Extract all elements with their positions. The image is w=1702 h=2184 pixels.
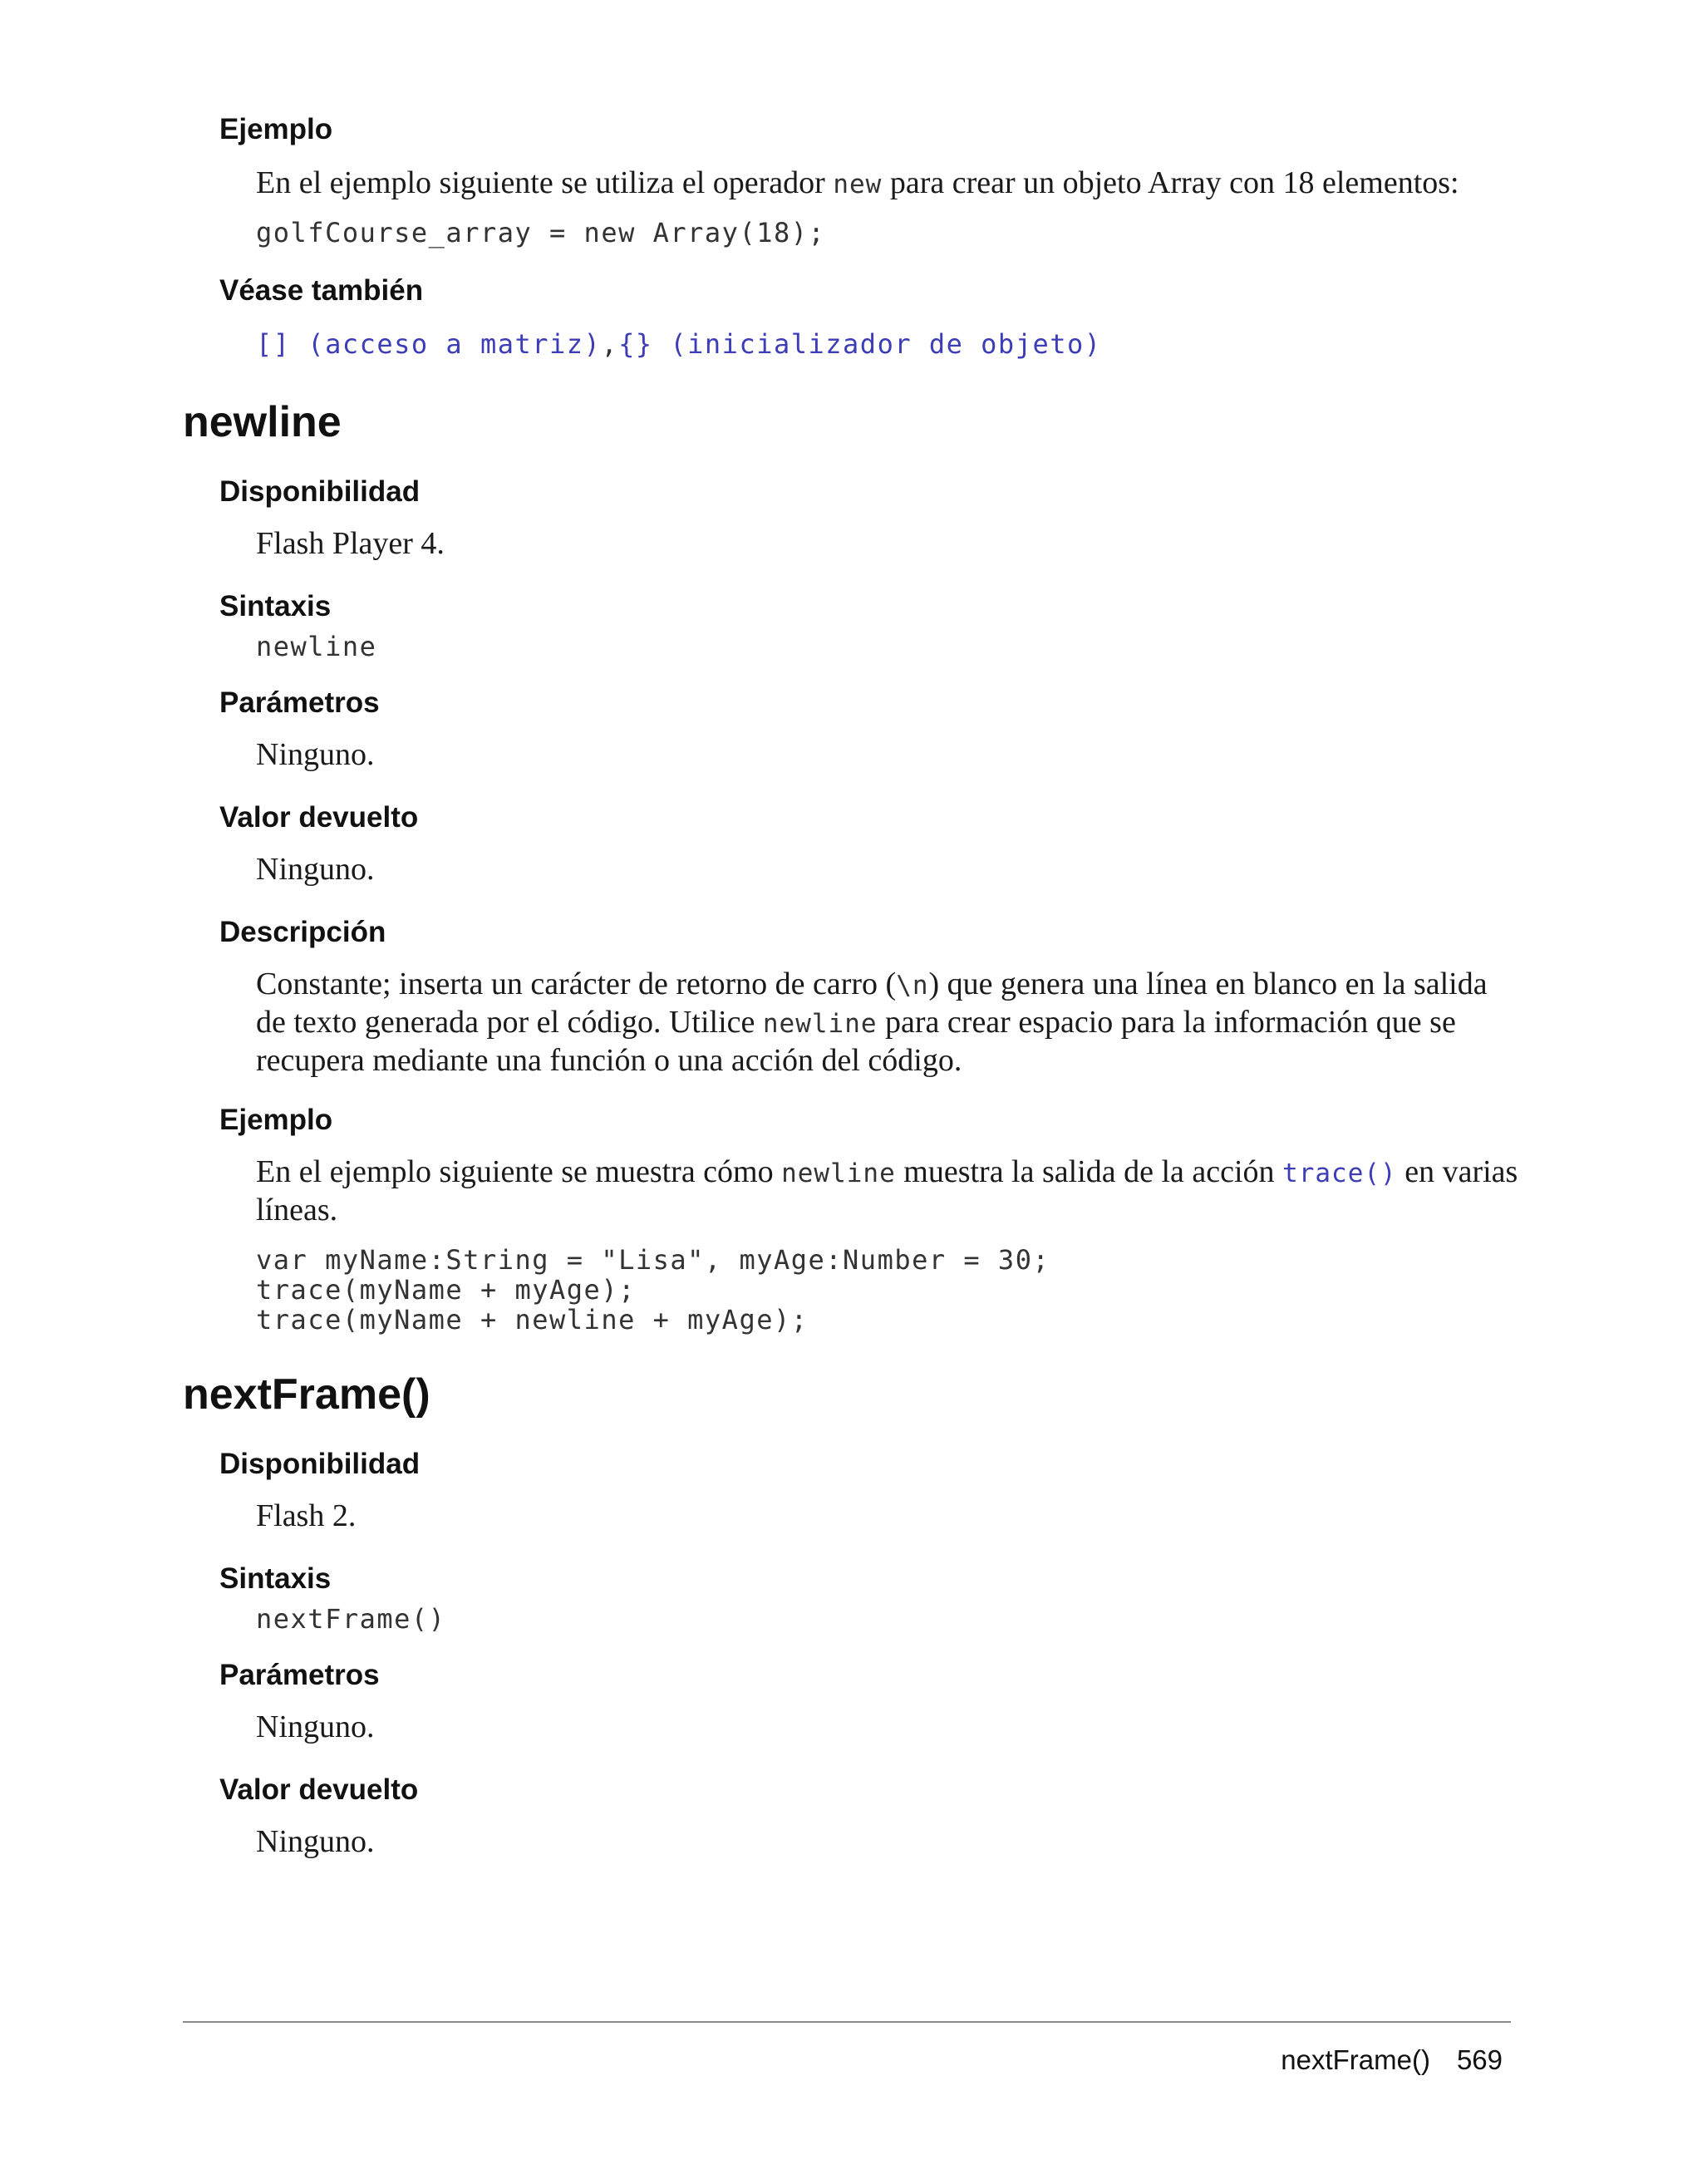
entry-title-nextframe: nextFrame(): [183, 1370, 430, 1419]
entry-title-newline: newline: [183, 398, 342, 446]
availability-text: Flash 2.: [256, 1498, 357, 1533]
parameters-heading: Parámetros: [219, 1659, 380, 1691]
return-heading: Valor devuelto: [219, 801, 419, 834]
return-text: Ninguno.: [256, 1824, 375, 1859]
parameters-text: Ninguno.: [256, 1709, 375, 1744]
link-trace[interactable]: trace(): [1282, 1158, 1397, 1188]
description-heading: Descripción: [219, 916, 386, 948]
example-code-block: var myName:String = "Lisa", myAge:Number = 30; trace(myName + myAge); trace(myName + newline + myAge);: [256, 1244, 1050, 1335]
syntax-code: newline: [256, 631, 377, 662]
link-object-initializer[interactable]: {} (inicializador de objeto): [618, 328, 1102, 360]
inline-code: newline: [762, 1009, 878, 1039]
example-code-block: golfCourse_array = new Array(18);: [256, 217, 826, 248]
see-also-links: [] (acceso a matriz),{} (inicializador de objeto): [256, 328, 1102, 360]
example-text: En el ejemplo siguiente se utiliza el operador new para crear un objeto Array con 18 elementos:: [256, 165, 1459, 200]
example-heading: Ejemplo: [219, 1104, 333, 1136]
syntax-code: nextFrame(): [256, 1603, 446, 1635]
parameters-text: Ninguno.: [256, 737, 375, 772]
see-also-heading: Véase también: [219, 274, 424, 307]
inline-code: new: [833, 170, 883, 199]
inline-code: newline: [781, 1158, 896, 1188]
syntax-heading: Sintaxis: [219, 590, 332, 622]
availability-heading: Disponibilidad: [219, 1448, 421, 1480]
syntax-heading: Sintaxis: [219, 1562, 332, 1595]
parameters-heading: Parámetros: [219, 686, 380, 719]
availability-text: Flash Player 4.: [256, 526, 445, 561]
description-text: Constante; inserta un carácter de retorno de carro (\n) que genera una línea en blanco en la salida de texto generada por el código. Utilice newline para crear espacio para la información que se recupera mediante una función o una acción del código.: [256, 967, 1488, 1078]
example-heading: Ejemplo: [219, 113, 333, 145]
return-heading: Valor devuelto: [219, 1773, 419, 1806]
inline-code: \n: [896, 971, 929, 1001]
return-text: Ninguno.: [256, 852, 375, 887]
footer-divider: [183, 2021, 1511, 2023]
availability-heading: Disponibilidad: [219, 475, 421, 508]
page-footer: [1281, 2044, 1503, 2076]
footer-section-title: nextFrame(): [1281, 2044, 1430, 2075]
example-text: En el ejemplo siguiente se muestra cómo newline muestra la salida de la acción trace() en varias líneas.: [256, 1154, 1518, 1227]
page-number: 569: [1456, 2044, 1503, 2075]
link-array-access[interactable]: [] (acceso a matriz): [256, 328, 602, 360]
